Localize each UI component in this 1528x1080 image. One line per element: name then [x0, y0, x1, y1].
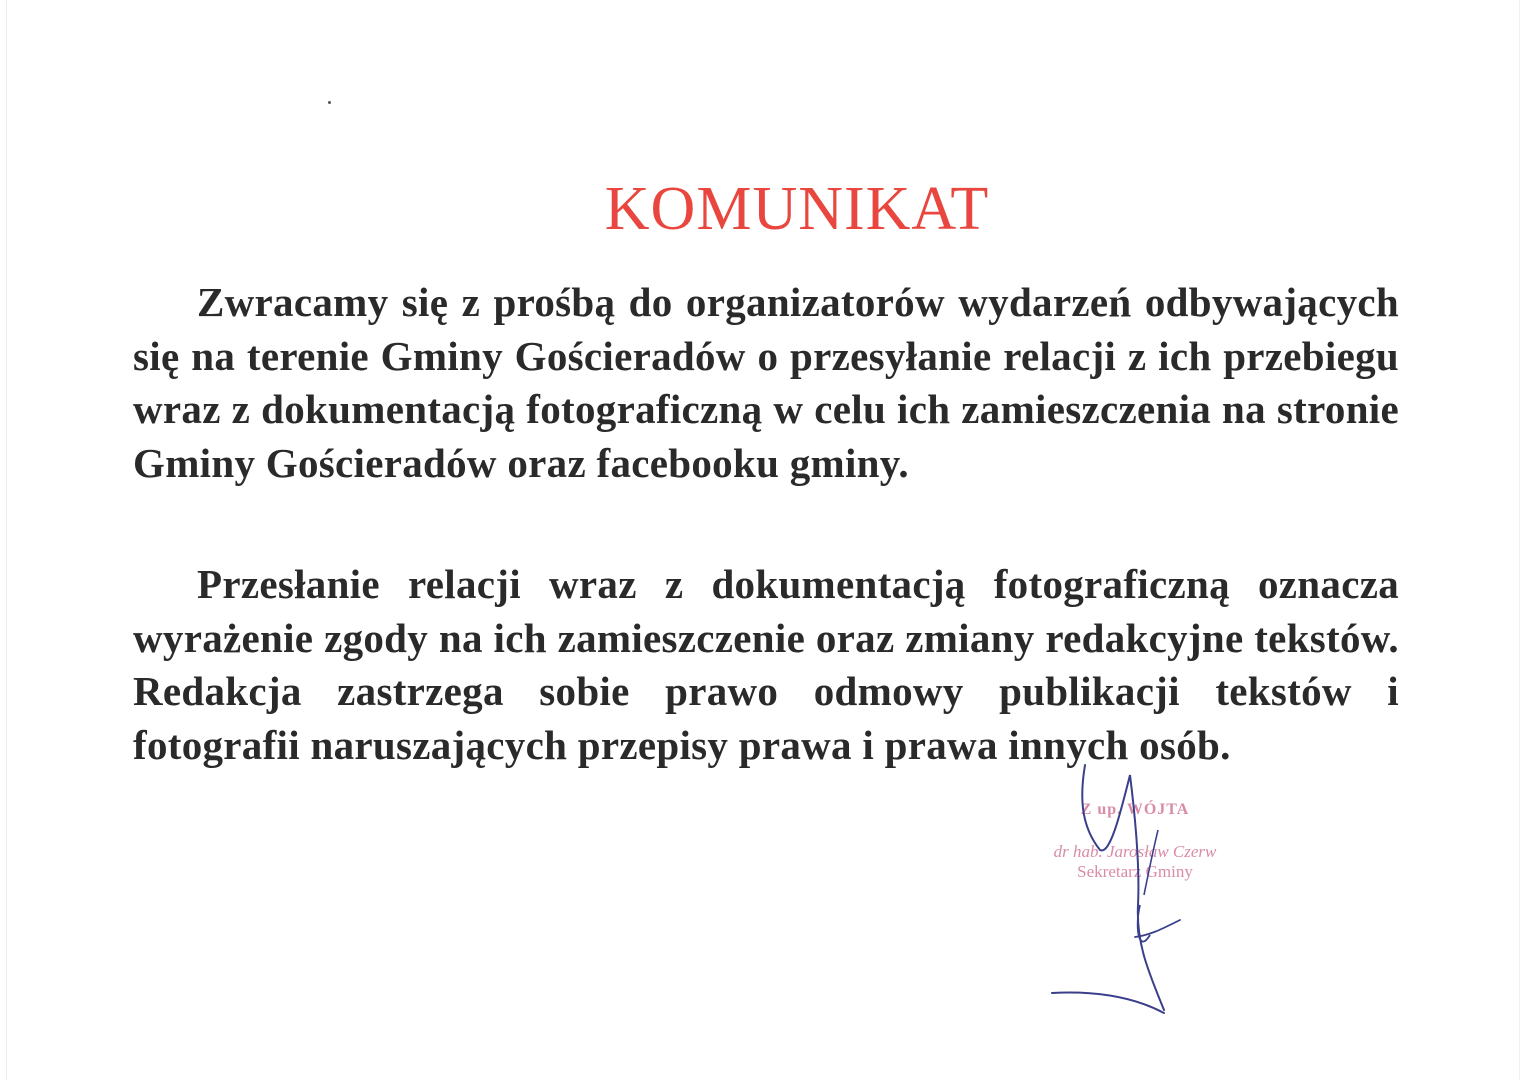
stamp-name: dr hab. Jarosław Czerw: [1053, 842, 1217, 861]
document-title: KOMUNIKAT: [604, 174, 990, 243]
stamp-header: Z up. WÓJTA: [1080, 801, 1190, 818]
handwritten-signature: [1040, 755, 1220, 1025]
scan-speck: [328, 101, 331, 104]
scan-edge-right: [1519, 0, 1520, 1080]
scan-edge-left: [6, 0, 7, 1080]
paragraph-request: Zwracamy się z prośbą do organizatorów wydarzeń odbywających się na terenie Gminy Gościeradów o przesyłanie relacji z ich przebiegu wraz z dokumentacją fotograficzną w celu ich zamieszczenia na stronie Gminy Gościeradów oraz facebooku gminy.: [133, 279, 1399, 486]
stamp-role: Sekretarz Gminy: [1077, 862, 1193, 881]
paragraph-consent: Przesłanie relacji wraz z dokumentacją fotograficzną oznacza wyrażenie zgody na ich zamieszczenie oraz zmiany redakcyjne tekstów. Redakcja zastrzega sobie prawo odmowy publikacji tekstów i fotografii naruszających przepisy prawa i prawa innych osób.: [133, 561, 1399, 768]
